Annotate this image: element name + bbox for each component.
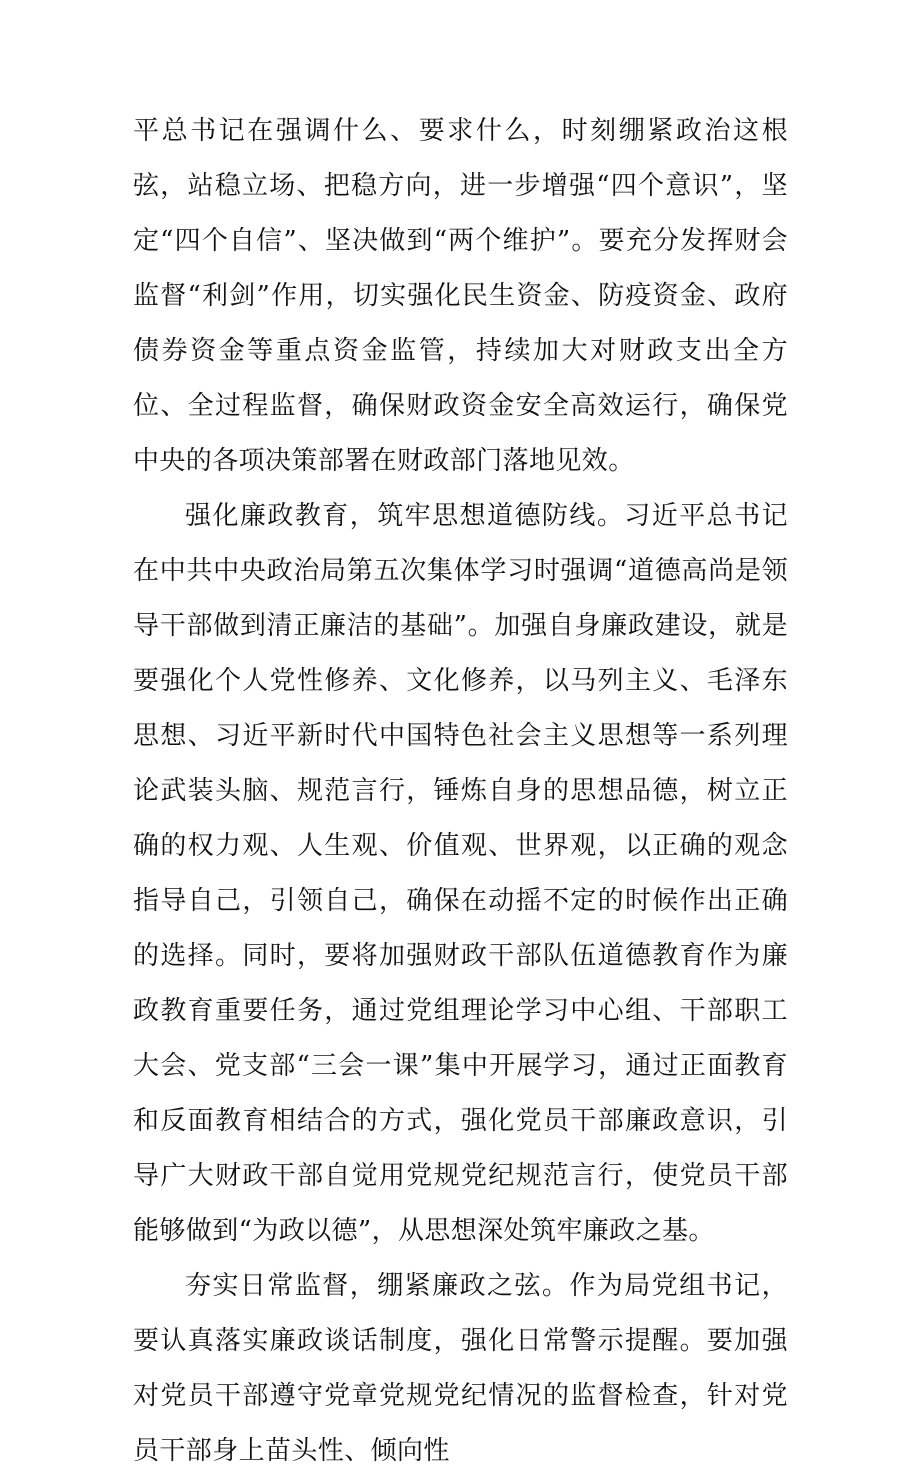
paragraph-integrity-education: 强化廉政教育，筑牢思想道德防线。习近平总书记在中共中央政治局第五次集体学习时强调“道德高尚是领导干部做到清正廉洁的基础”。加强自身廉政建设，就是要强化个人党性修养、文化修养，以马列主义、毛泽东思想、习近平新时代中国特色社会主义思想等一系列理论武装头脑、规范言行，锤炼自身的思想品德，树立正确的权力观、人生观、价值观、世界观，以正确的观念指导自己，引领自己，确保在动摇不定的时候作出正确的选择。同时，要将加强财政干部队伍道德教育作为廉政教育重要任务，通过党组理论学习中心组、干部职工大会、党支部“三会一课”集中开展学习，通过正面教育和反面教育相结合的方式，强化党员干部廉政意识，引导广大财政干部自觉用党规党纪规范言行，使党员干部能够做到“为政以德”，从思想深处筑牢廉政之基。 [133, 501, 788, 1246]
paragraph-continued: 平总书记在强调什么、要求什么，时刻绷紧政治这根弦，站稳立场、把稳方向，进一步增强“四个意识”，坚定“四个自信”、坚决做到“两个维护”。要充分发挥财会监督“利剑”作用，切实强化民生资金、防疫资金、政府债券资金等重点资金监管，持续加大对财政支出全方位、全过程监督，确保财政资金安全高效运行，确保党中央的各项决策部署在财政部门落地见效。 [133, 116, 788, 476]
paragraph-daily-supervision: 夯实日常监督，绷紧廉政之弦。作为局党组书记，要认真落实廉政谈话制度，强化日常警示提醒。要加强对党员干部遵守党章党规党纪情况的监督检查，针对党员干部身上苗头性、倾向性 [133, 1271, 788, 1466]
